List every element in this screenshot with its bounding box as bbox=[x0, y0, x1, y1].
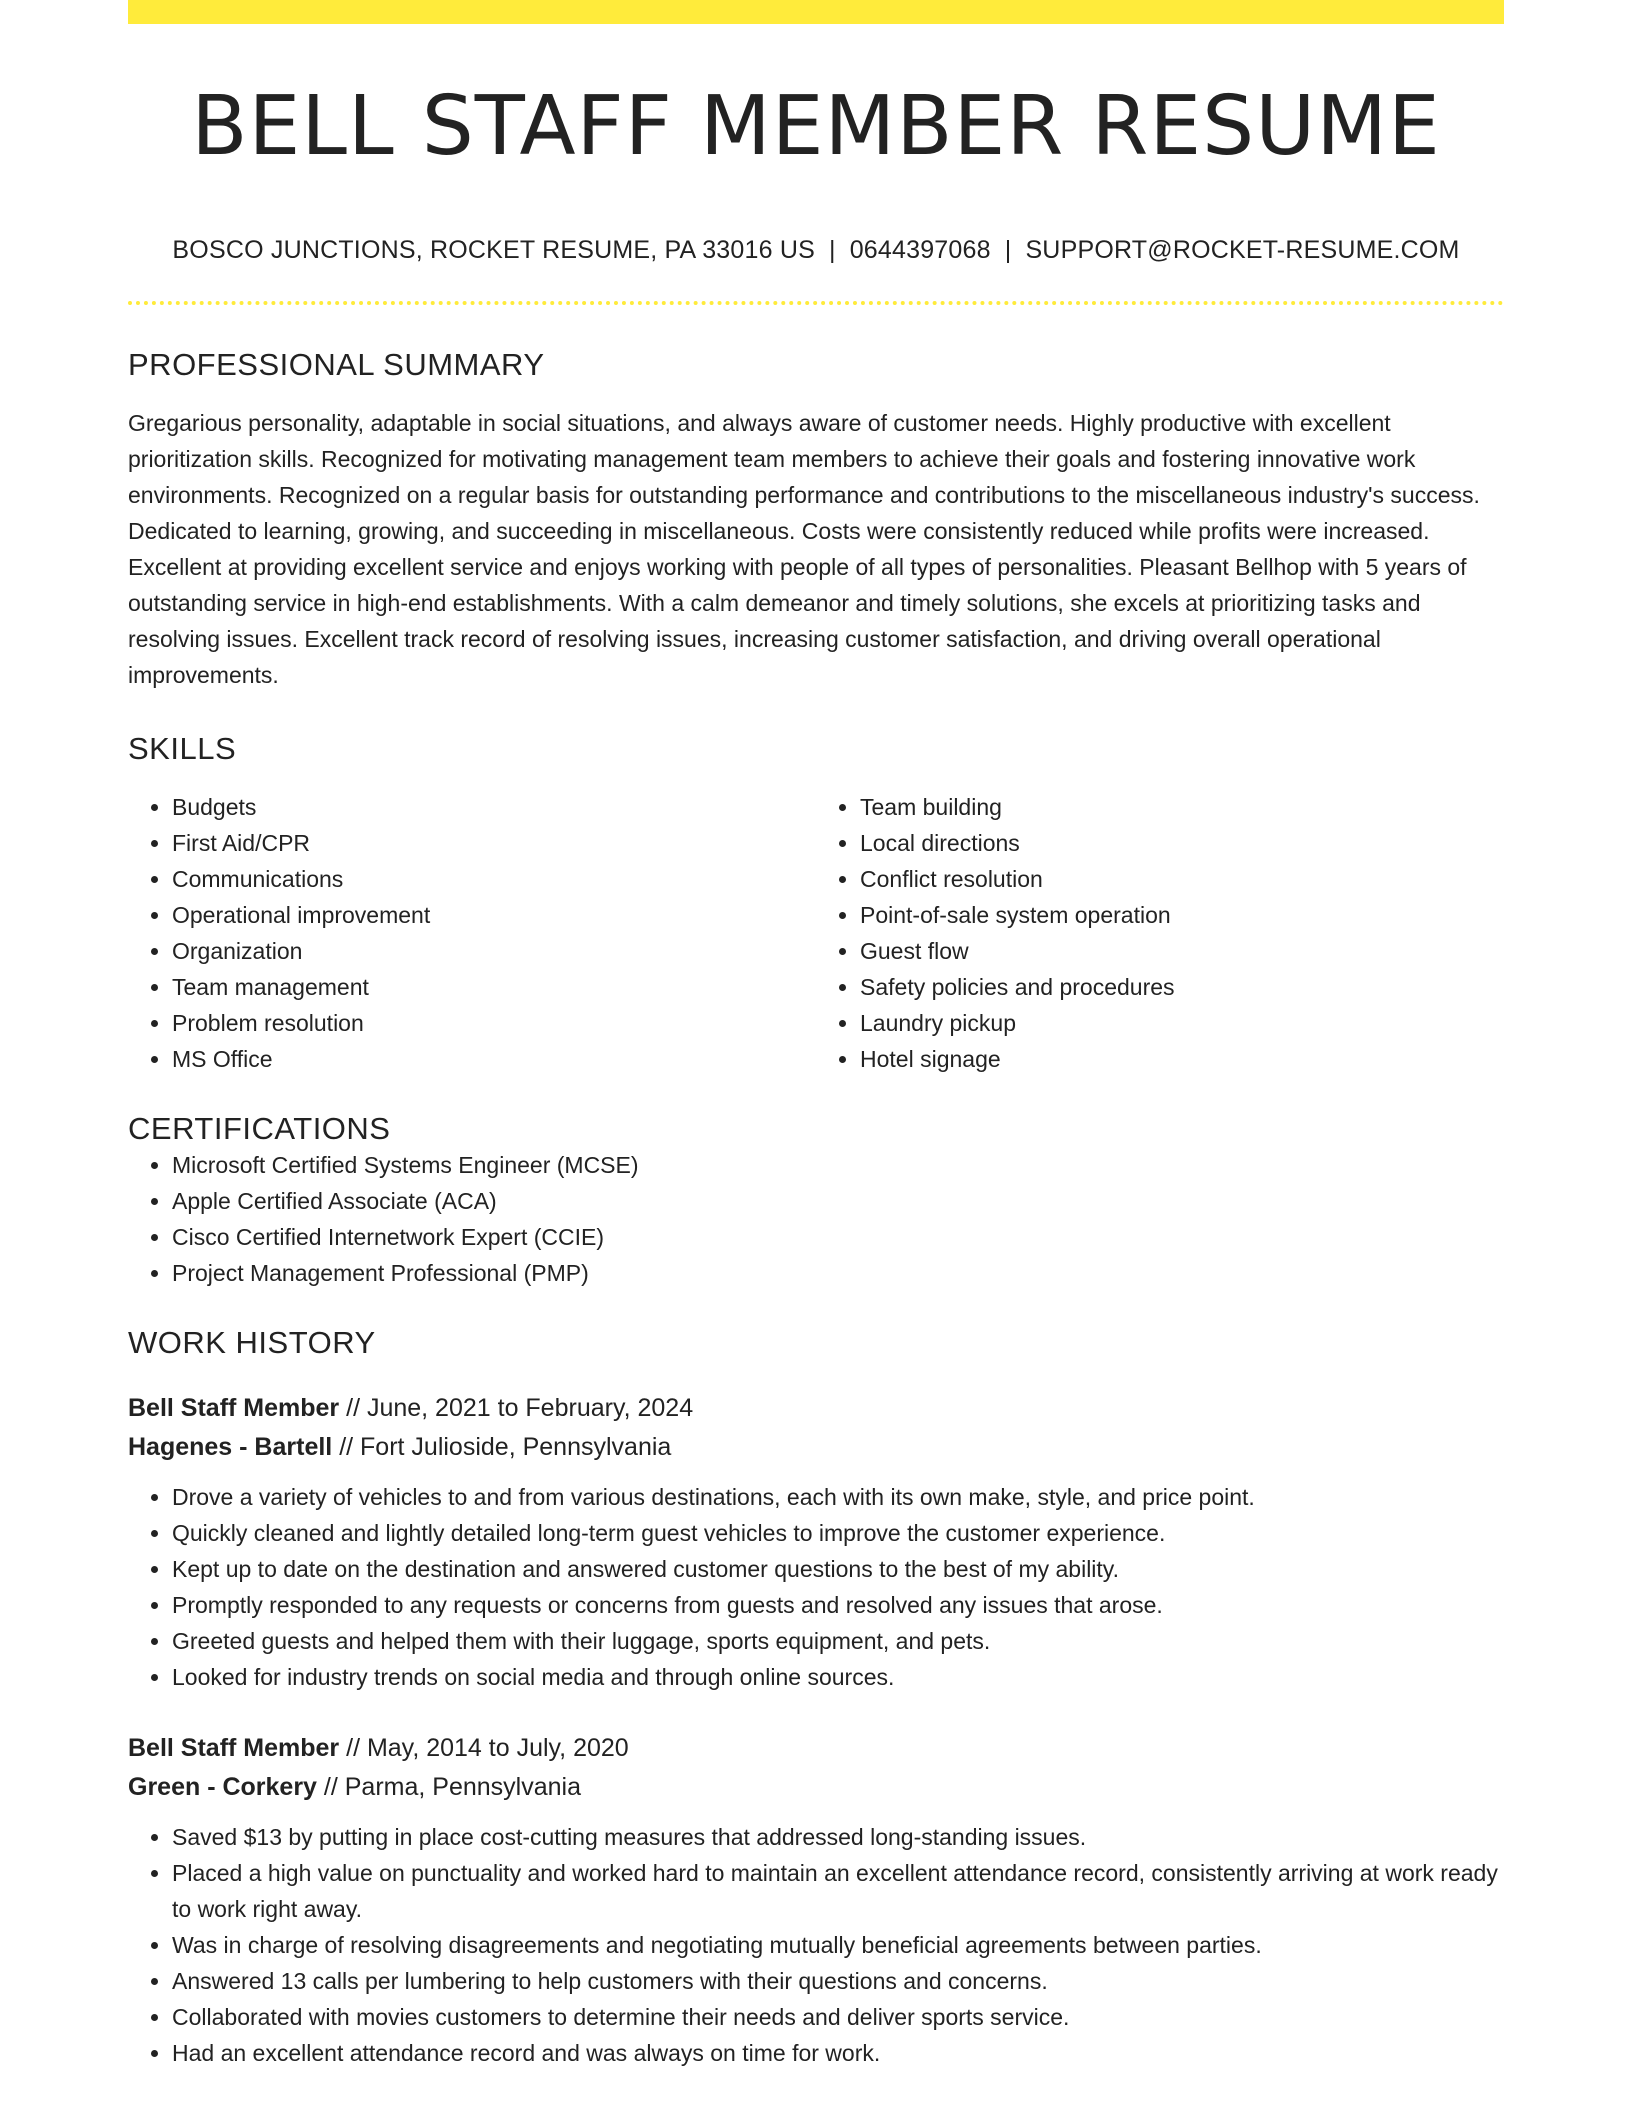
job-bullet: • Promptly responded to any requests or concerns from guests and resolved any issues that arose. bbox=[172, 1587, 1504, 1623]
skill-item: • Communications bbox=[172, 861, 816, 897]
top-accent-bar bbox=[128, 0, 1504, 24]
skills-columns bbox=[128, 789, 1504, 1077]
job-bullet: • Quickly cleaned and lightly detailed long-term guest vehicles to improve the customer experience. bbox=[172, 1515, 1504, 1551]
skill-item: • Team management bbox=[172, 969, 816, 1005]
job-dates: // June, 2021 to February, 2024 bbox=[339, 1394, 694, 1422]
skill-item: • Problem resolution bbox=[172, 1005, 816, 1041]
certification-item: • Apple Certified Associate (ACA) bbox=[172, 1183, 1504, 1219]
certifications-heading: CERTIFICATIONS bbox=[128, 1111, 391, 1146]
job-company-line bbox=[128, 1428, 1504, 1467]
job-bullet: • Greeted guests and helped them with their luggage, sports equipment, and pets. bbox=[172, 1623, 1504, 1659]
job-role: Bell Staff Member bbox=[128, 1734, 340, 1762]
job-role-line bbox=[128, 1389, 1504, 1428]
dotted-divider bbox=[128, 301, 1504, 305]
job-company: Hagenes - Bartell bbox=[128, 1433, 333, 1461]
skill-item: • Organization bbox=[172, 933, 816, 969]
contact-phone: 0644397068 bbox=[849, 236, 991, 264]
certification-item: • Cisco Certified Internetwork Expert (CCIE) bbox=[172, 1219, 1504, 1255]
skill-item: • Point-of-sale system operation bbox=[860, 897, 1504, 933]
summary-heading: PROFESSIONAL SUMMARY bbox=[128, 347, 545, 382]
work-history-heading: WORK HISTORY bbox=[128, 1325, 376, 1360]
job-bullet: • Saved $13 by putting in place cost-cutting measures that addressed long-standing issues. bbox=[172, 1819, 1504, 1855]
contact-separator: | bbox=[828, 236, 836, 264]
certification-item: • Microsoft Certified Systems Engineer (MCSE) bbox=[172, 1147, 1504, 1183]
job-bullet: • Answered 13 calls per lumbering to help customers with their questions and concerns. bbox=[172, 1963, 1504, 1999]
skill-item: • Local directions bbox=[860, 825, 1504, 861]
job-location: // Fort Julioside, Pennsylvania bbox=[332, 1433, 672, 1461]
contact-line bbox=[128, 236, 1504, 265]
job-entry bbox=[128, 1389, 1504, 1695]
skills-list-right bbox=[816, 789, 1504, 1077]
job-bullet: • Placed a high value on punctuality and worked hard to maintain an excellent attendance record, consistently arriving at work ready to work right away. bbox=[172, 1855, 1504, 1927]
skill-item: • Operational improvement bbox=[172, 897, 816, 933]
job-bullet: • Kept up to date on the destination and answered customer questions to the best of my ability. bbox=[172, 1551, 1504, 1587]
job-dates: // May, 2014 to July, 2020 bbox=[339, 1734, 629, 1762]
resume-page bbox=[128, 0, 1504, 2071]
skill-item: • Guest flow bbox=[860, 933, 1504, 969]
skill-item: • Conflict resolution bbox=[860, 861, 1504, 897]
contact-separator: | bbox=[1004, 236, 1012, 264]
job-bullet: • Looked for industry trends on social media and through online sources. bbox=[172, 1659, 1504, 1695]
job-bullet: • Collaborated with movies customers to determine their needs and deliver sports service. bbox=[172, 1999, 1504, 2035]
summary-text: Gregarious personality, adaptable in social situations, and always aware of customer needs. Highly productive with excellent prioritization skills. Recognized for motivating management team members to achieve their goals and fostering innovative work environments. Recognized on a regular basis for outstanding performance and contributions to the miscellaneous industry's success. Dedicated to learning, growing, and succeeding in miscellaneous. Costs were consistently reduced while profits were increased. Excellent at providing excellent service and enjoys working with people of all types of personalities. Pleasant Bellhop with 5 years of outstanding service in high-end establishments. With a calm demeanor and timely solutions, she excels at prioritizing tasks and resolving issues. Excellent track record of resolving issues, increasing customer satisfaction, and driving overall operational improvements. bbox=[128, 410, 1480, 688]
resume-title: BELL STAFF MEMBER RESUME bbox=[191, 79, 1441, 174]
skill-item: • First Aid/CPR bbox=[172, 825, 816, 861]
skill-item: • Hotel signage bbox=[860, 1041, 1504, 1077]
skills-list-left bbox=[128, 789, 816, 1077]
contact-address: BOSCO JUNCTIONS, ROCKET RESUME, PA 33016 US bbox=[172, 236, 815, 264]
contact-email: SUPPORT@ROCKET-RESUME.COM bbox=[1025, 236, 1460, 264]
job-bullets bbox=[128, 1819, 1504, 2071]
job-bullet: • Was in charge of resolving disagreements and negotiating mutually beneficial agreements between parties. bbox=[172, 1927, 1504, 1963]
job-company-line bbox=[128, 1768, 1504, 1807]
skill-item: • Budgets bbox=[172, 789, 816, 825]
skill-item: • Laundry pickup bbox=[860, 1005, 1504, 1041]
job-bullet: • Had an excellent attendance record and was always on time for work. bbox=[172, 2035, 1504, 2071]
job-company: Green - Corkery bbox=[128, 1773, 317, 1801]
job-bullets bbox=[128, 1479, 1504, 1695]
job-bullet: • Drove a variety of vehicles to and from various destinations, each with its own make, style, and price point. bbox=[172, 1479, 1504, 1515]
skill-item: • Safety policies and procedures bbox=[860, 969, 1504, 1005]
skills-heading: SKILLS bbox=[128, 731, 237, 766]
certification-item: • Project Management Professional (PMP) bbox=[172, 1255, 1504, 1291]
skill-item: • Team building bbox=[860, 789, 1504, 825]
skill-item: • MS Office bbox=[172, 1041, 816, 1077]
job-role-line bbox=[128, 1729, 1504, 1768]
job-entry bbox=[128, 1729, 1504, 2071]
certifications-list bbox=[128, 1147, 1504, 1291]
job-location: // Parma, Pennsylvania bbox=[316, 1773, 581, 1801]
job-role: Bell Staff Member bbox=[128, 1394, 340, 1422]
